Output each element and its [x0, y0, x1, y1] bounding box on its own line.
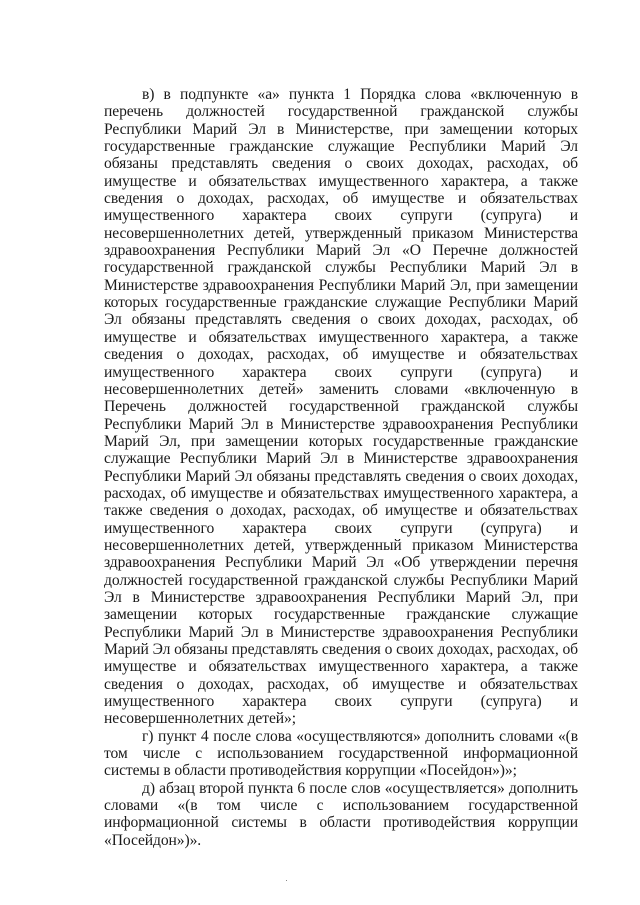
document-body — [104, 86, 578, 849]
paragraph-d: д) абзац второй пункта 6 после слов «осуществляется» дополнить словами «(в том числе с использованием государственной информационной системы в области противодействия коррупции «Посейдон»)». — [104, 779, 578, 849]
paragraph-g: г) пункт 4 после слова «осуществляются» дополнить словами «(в том числе с использованием государственной информационной системы в области противодействия коррупции «Посейдон»)»; — [104, 727, 578, 780]
paragraph-v: в) в подпункте «а» пункта 1 Порядка слова «включенную в перечень должностей государственной гражданской службы Республики Марий Эл в Министерстве, при замещении которых государственные гражданские служащие Республики Марий Эл обязаны представлять сведения о своих доходах, расходах, об имуществе и обязательствах имущественного характера, а также сведения о доходах, расходах, об имуществе и обязательствах имущественного характера своих супруги (супруга) и несовершеннолетних детей, утвержденный приказом Министерства здравоохранения Республики Марий Эл «О Перечне должностей государственной гражданской службы Республики Марий Эл в Министерстве здравоохранения Республики Марий Эл, при замещении которых государственные гражданские служащие Республики Марий Эл обязаны представлять сведения о своих доходах, расходах, об имуществе и обязательствах имущественного характера, а также сведения о доходах, расходах, об имуществе и обязательствах имущественного характера своих супруги (супруга) и несовершеннолетних детей» заменить словами «включенную в Перечень должностей государственной гражданской службы Республики Марий Эл в Министерстве здравоохранения Республики Марий Эл, при замещении которых государственные гражданские служащие Республики Марий Эл в Министерстве здравоохранения Республики Марий Эл обязаны представлять сведения о своих доходах, расходах, об имуществе и обязательствах имущественного характера, а также сведения о доходах, расходах, об имуществе и обязательствах имущественного характера своих супруги (супруга) и несовершеннолетних детей, утвержденный приказом Министерства здравоохранения Республики Марий Эл «Об утверждении перечня должностей государственной гражданской службы Республики Марий Эл в Министерстве здравоохранения Республики Марий Эл, при замещении которых государственные гражданские служащие Республики Марий Эл в Министерстве здравоохранения Республики Марий Эл обязаны представлять сведения о своих доходах, расходах, об имуществе и обязательствах имущественного характера, а также сведения о доходах, расходах, об имуществе и обязательствах имущественного характера своих супруги (супруга) и несовершеннолетних детей»; — [104, 86, 578, 728]
page-mark — [286, 880, 287, 881]
